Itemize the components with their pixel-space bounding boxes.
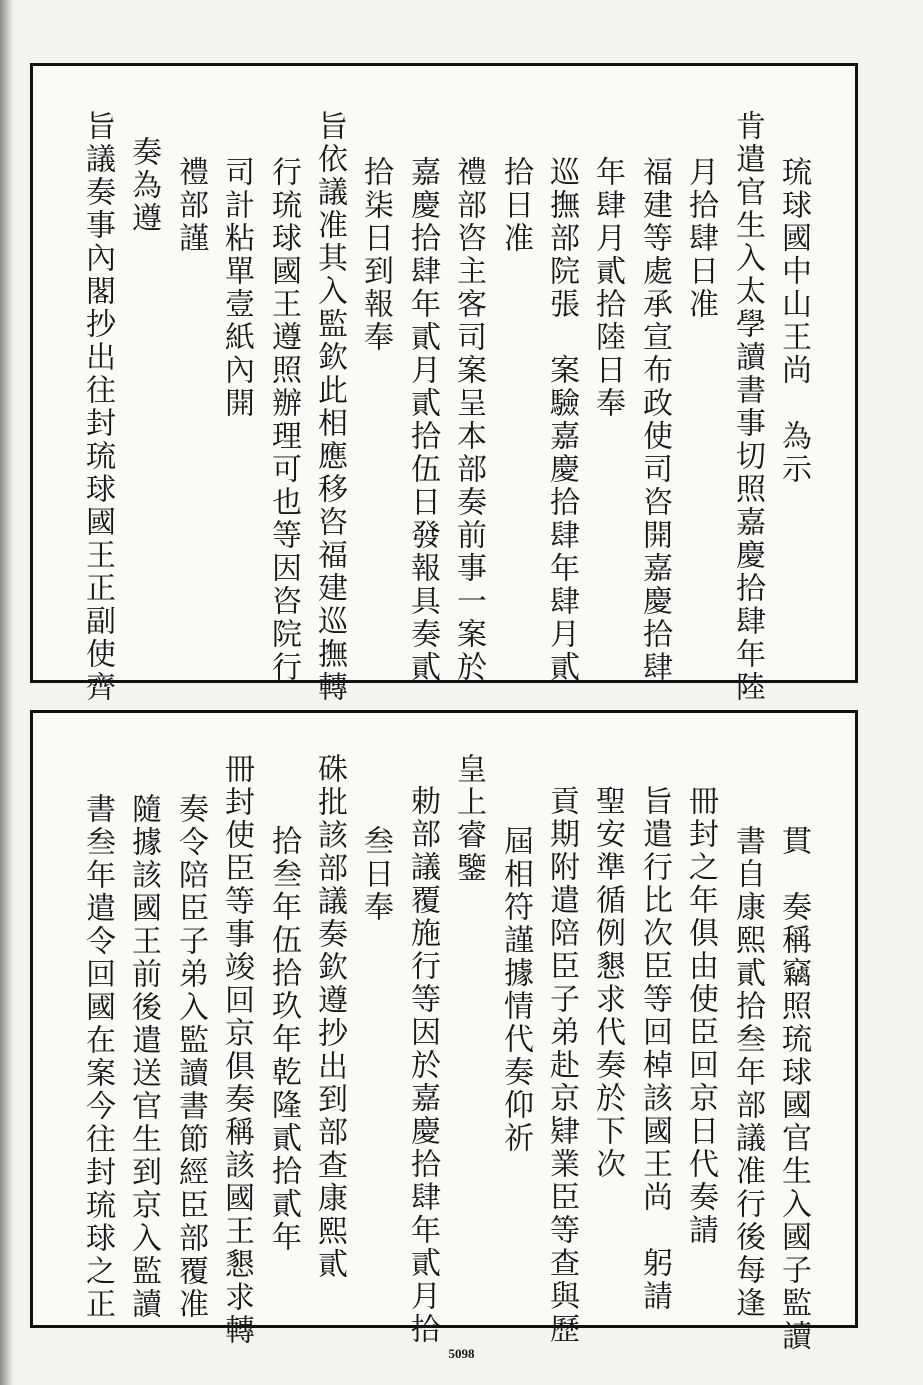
lower-column-3: 冊封之年俱由使臣回京日代奏請 xyxy=(683,785,718,1247)
lower-column-5: 聖安準循例懇求代奏於下次 xyxy=(590,785,625,1181)
upper-column-9: 嘉慶拾肆年貳月貳拾伍日發報具奏貳 xyxy=(405,156,440,684)
book-spine-shadow xyxy=(0,0,14,1385)
lower-column-4: 旨遣行比次臣等回棹該國王尚 躬請 xyxy=(637,785,672,1313)
lower-column-6: 貢期附遣陪臣子弟赴京肄業臣等查與歷 xyxy=(544,785,579,1346)
page-number: 5098 xyxy=(448,1346,475,1361)
upper-column-5: 年肆月貳拾陸日奉 xyxy=(590,156,625,420)
upper-column-15: 奏為遵 xyxy=(126,136,161,235)
upper-column-14: 禮部謹 xyxy=(173,156,208,255)
lower-column-2: 書自康熙貳拾叁年部議准行後每逢 xyxy=(730,825,765,1320)
upper-column-3: 月拾肆日准 xyxy=(683,156,718,321)
lower-document-panel xyxy=(30,710,858,1353)
lower-column-14: 奏令陪臣子弟入監讀書節經臣部覆准 xyxy=(173,793,208,1321)
lower-column-15: 隨據該國王前後遣送官生到京入監讀 xyxy=(126,793,161,1321)
lower-column-12: 拾叁年伍拾玖年乾隆貳拾貳年 xyxy=(266,825,301,1254)
upper-column-8: 禮部咨主客司案呈本部奏前事一案於 xyxy=(451,156,486,684)
upper-column-6: 巡撫部院張 案驗嘉慶拾肆年肆月貳 xyxy=(544,156,579,684)
upper-column-16: 旨議奏事內閣抄出往封琉球國王正副使齊 xyxy=(80,110,115,704)
lower-column-1: 貫 奏稱竊照琉球國官生入國子監讀 xyxy=(776,825,811,1353)
upper-column-4: 福建等處承宣布政使司咨開嘉慶拾肆 xyxy=(637,156,672,684)
lower-column-7: 屆相符謹據情代奏仰祈 xyxy=(498,825,533,1155)
upper-column-10: 拾柒日到報奉 xyxy=(358,156,393,354)
lower-column-8: 皇上睿鑒 xyxy=(451,753,486,885)
upper-column-2: 肯遣官生入太學讀書事切照嘉慶拾肆年陸 xyxy=(730,110,765,704)
upper-document-panel xyxy=(30,63,858,704)
upper-column-11: 旨依議准其入監欽此相應移咨福建巡撫轉 xyxy=(312,110,347,704)
lower-column-11: 硃批該部議奏欽遵抄出到部查康熙貳 xyxy=(312,753,347,1281)
lower-column-10: 叁日奉 xyxy=(358,825,393,924)
lower-column-13: 冊封使臣等事竣回京俱奏稱該國王懇求轉 xyxy=(219,753,254,1347)
lower-column-16: 書叁年遣令回國在案今往封琉球之正 xyxy=(80,793,115,1321)
upper-column-1: 琉球國中山王尚 為示 xyxy=(776,156,811,486)
upper-column-7: 拾日准 xyxy=(498,156,533,255)
upper-column-12: 行琉球國王遵照辦理可也等因咨院行 xyxy=(266,156,301,684)
upper-column-13: 司計粘單壹紙內開 xyxy=(219,156,254,420)
lower-column-9: 勅部議覆施行等因於嘉慶拾肆年貳月拾 xyxy=(405,785,440,1346)
